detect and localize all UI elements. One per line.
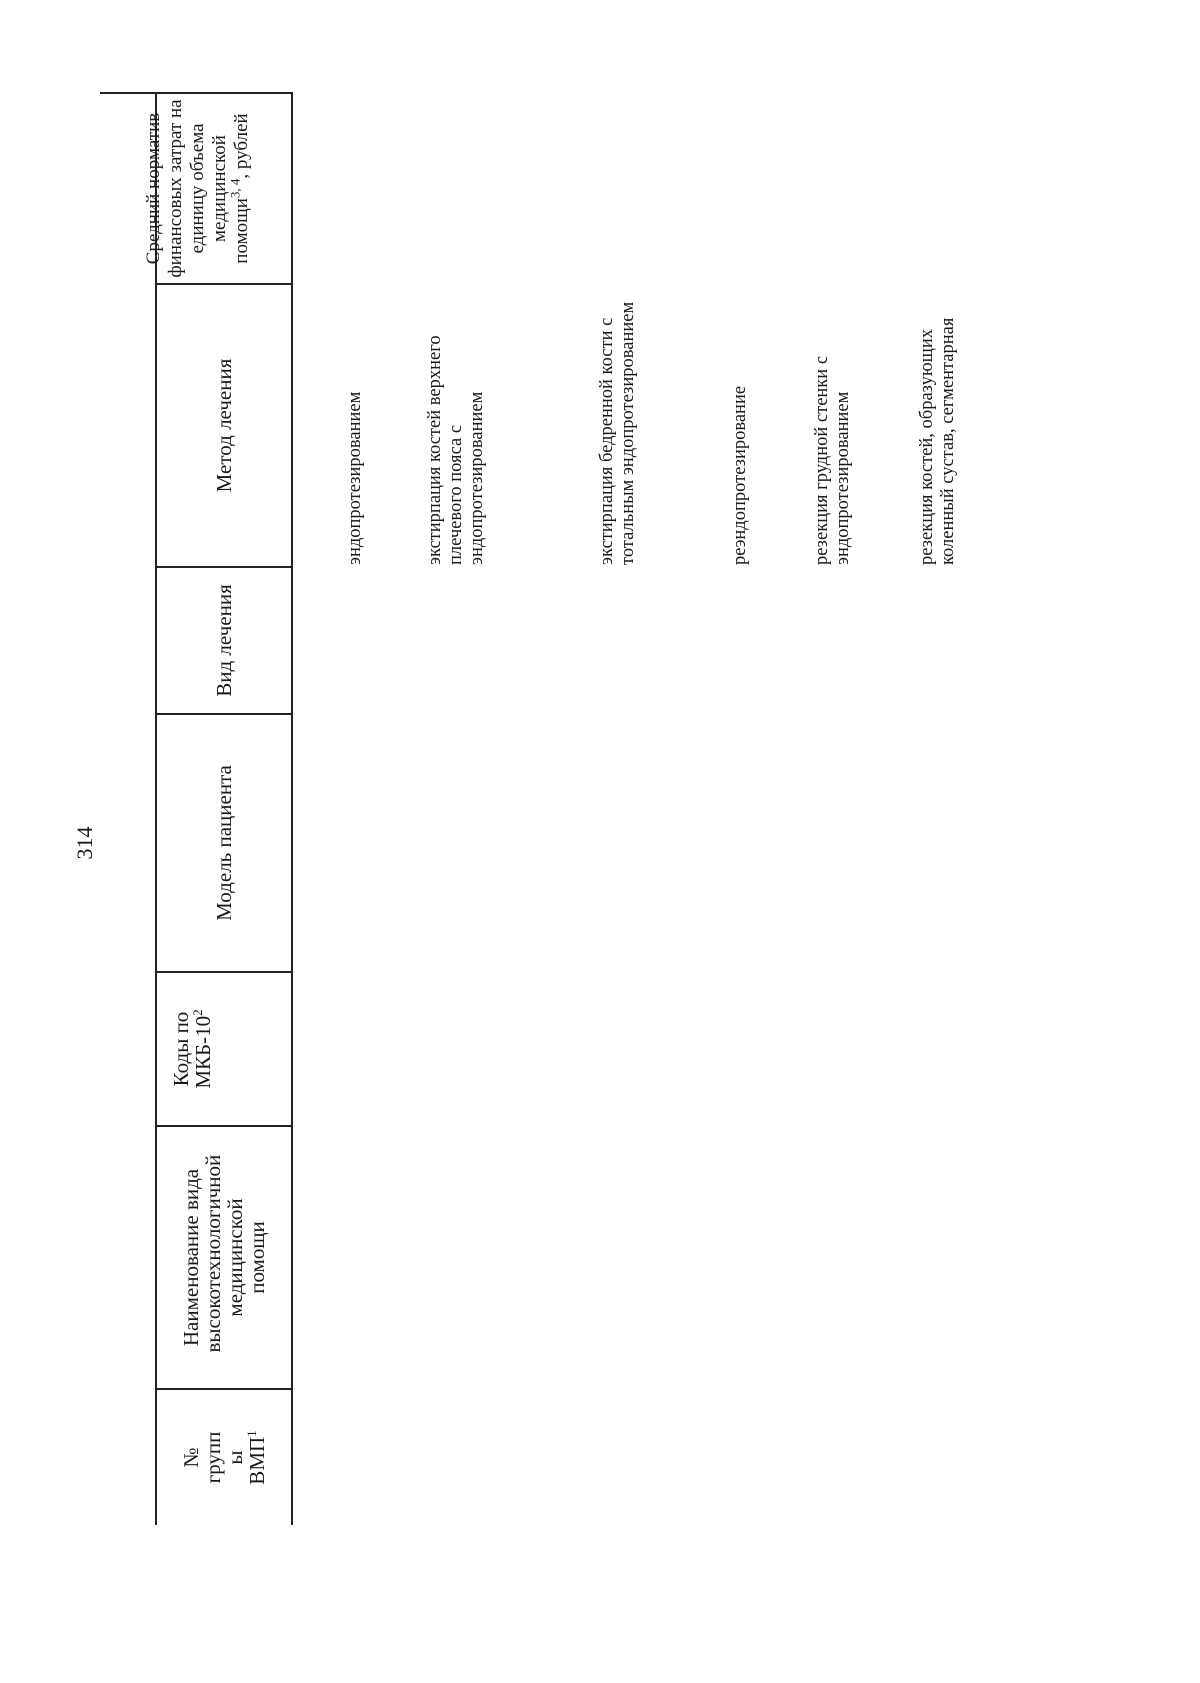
header-treatment-type: Вид лечения: [212, 584, 236, 697]
table-top-rule: [155, 92, 157, 1525]
header-group-number: № групп ы ВМП$^1$: [179, 1430, 269, 1485]
header-patient-model: Модель пациента: [212, 765, 236, 921]
header-treatment-method: Метод лечения: [212, 358, 236, 493]
method-entry: эндопротезированием: [345, 391, 365, 565]
header-cost-standard: Средний норматив финансовых затрат на единицу объема медицинской помощи$^{3, 4}$, рублей: [143, 99, 252, 278]
method-entry: реэндопротезирование: [730, 385, 750, 565]
method-entry: экстирпация костей верхнего плечевого пояса с эндопротезированием: [425, 335, 487, 565]
page-number: 314: [72, 826, 97, 860]
header-vmp-name: Наименование вида высокотехнологичной медицинской помощи: [179, 1154, 269, 1353]
table-header-rule: [291, 92, 293, 1525]
method-entry: резекция костей, образующих коленный сустав, сегментарная: [917, 317, 958, 565]
method-entry: резекция грудной стенки с эндопротезированием: [812, 355, 853, 565]
header-icd-codes: Коды по МКБ-$10^2$: [169, 1009, 215, 1089]
method-entry: экстирпация бедренной кости с тотальным эндопротезированием: [597, 301, 638, 565]
